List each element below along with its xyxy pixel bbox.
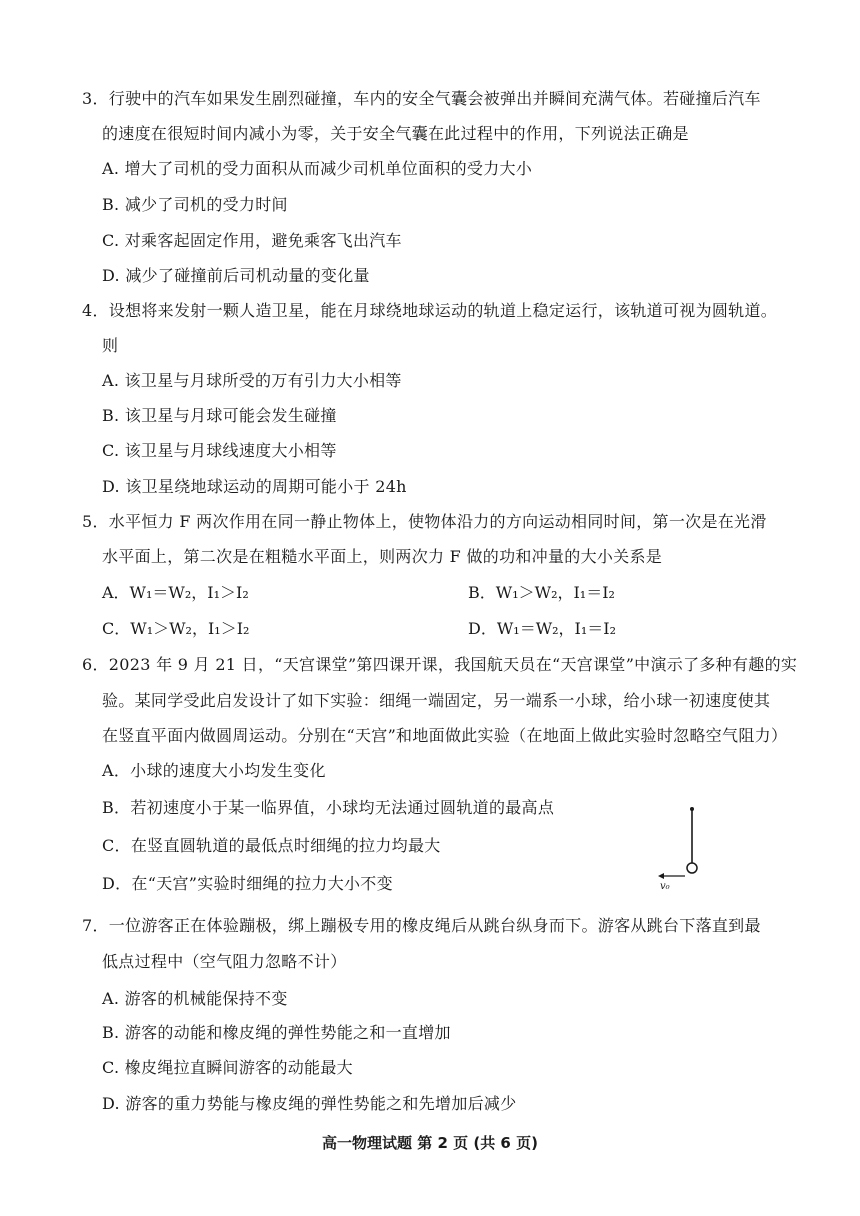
page-footer: 高一物理试题 第 2 页 (共 6 页) bbox=[322, 1134, 538, 1152]
q7-option-c: C. 橡皮绳拉直瞬间游客的动能最大 bbox=[102, 1058, 353, 1077]
velocity-label: v₀ bbox=[660, 881, 670, 892]
q3-stem-line-2: 的速度在很短时间内减小为零，关于安全气囊在此过程中的作用，下列说法正确是 bbox=[102, 124, 689, 143]
q4-stem-line-1: 4．设想将来发射一颗人造卫星，能在月球绕地球运动的轨道上稳定运行，该轨道可视为圆轨道。 bbox=[82, 301, 778, 320]
q4-stem-line-2: 则 bbox=[102, 336, 119, 355]
ball-circle bbox=[687, 863, 697, 873]
q7-option-d: D. 游客的重力势能与橡皮绳的弹性势能之和先增加后减少 bbox=[102, 1094, 517, 1113]
q3-option-c: C. 对乘客起固定作用，避免乘客飞出汽车 bbox=[102, 231, 402, 250]
q5-option-b: B．W₁＞W₂，I₁＝I₂ bbox=[468, 583, 615, 602]
q6-option-a: A．小球的速度大小均发生变化 bbox=[102, 761, 326, 780]
q3-option-b: B. 减少了司机的受力时间 bbox=[102, 195, 288, 214]
q4-option-c: C. 该卫星与月球线速度大小相等 bbox=[102, 441, 337, 460]
q7-option-a: A. 游客的机械能保持不变 bbox=[102, 989, 288, 1008]
q4-option-d: D. 该卫星绕地球运动的周期可能小于 24h bbox=[102, 477, 407, 496]
pendulum-figure bbox=[650, 785, 720, 895]
velocity-arrow-head bbox=[658, 873, 664, 879]
q6-option-c: C．在竖直圆轨道的最低点时细绳的拉力均最大 bbox=[102, 836, 441, 855]
q3-option-a: A. 增大了司机的受力面积从而减少司机单位面积的受力大小 bbox=[102, 159, 533, 178]
q5-stem-line-2: 水平面上，第二次是在粗糙水平面上，则两次力 F 做的功和冲量的大小关系是 bbox=[102, 547, 663, 566]
q5-option-a: A．W₁＝W₂，I₁＞I₂ bbox=[102, 583, 249, 602]
q6-option-d: D．在“天宫”实验时细绳的拉力大小不变 bbox=[102, 874, 393, 893]
q7-option-b: B. 游客的动能和橡皮绳的弹性势能之和一直增加 bbox=[102, 1023, 451, 1042]
q6-stem-line-3: 在竖直平面内做圆周运动。分别在“天宫”和地面做此实验（在地面上做此实验时忽略空气阻力） bbox=[102, 726, 788, 745]
q7-stem-line-2: 低点过程中（空气阻力忽略不计） bbox=[102, 952, 347, 971]
q3-option-d: D. 减少了碰撞前后司机动量的变化量 bbox=[102, 266, 370, 285]
q6-option-b: B．若初速度小于某一临界值，小球均无法通过圆轨道的最高点 bbox=[102, 798, 555, 817]
q4-option-a: A. 该卫星与月球所受的万有引力大小相等 bbox=[102, 371, 402, 390]
q5-option-c: C．W₁＞W₂，I₁＞I₂ bbox=[102, 619, 250, 638]
q3-stem-line-1: 3．行驶中的汽车如果发生剧烈碰撞，车内的安全气囊会被弹出并瞬间充满气体。若碰撞后汽车 bbox=[82, 89, 761, 108]
q7-stem-line-1: 7．一位游客正在体验蹦极，绑上蹦极专用的橡皮绳后从跳台纵身而下。游客从跳台下落直到最 bbox=[82, 916, 761, 935]
q6-stem-line-1: 6．2023 年 9 月 21 日，“天宫课堂”第四课开课，我国航天员在“天宫课堂”中演示了多种有趣的实 bbox=[82, 655, 798, 674]
q6-stem-line-2: 验。某同学受此启发设计了如下实验：细绳一端固定，另一端系一小球，给小球一初速度使其 bbox=[102, 691, 771, 710]
q5-stem-line-1: 5．水平恒力 F 两次作用在同一静止物体上，使物体沿力的方向运动相同时间，第一次是在光滑 bbox=[82, 512, 767, 531]
q5-option-d: D．W₁＝W₂，I₁＝I₂ bbox=[468, 619, 617, 638]
q4-option-b: B. 该卫星与月球可能会发生碰撞 bbox=[102, 406, 337, 425]
